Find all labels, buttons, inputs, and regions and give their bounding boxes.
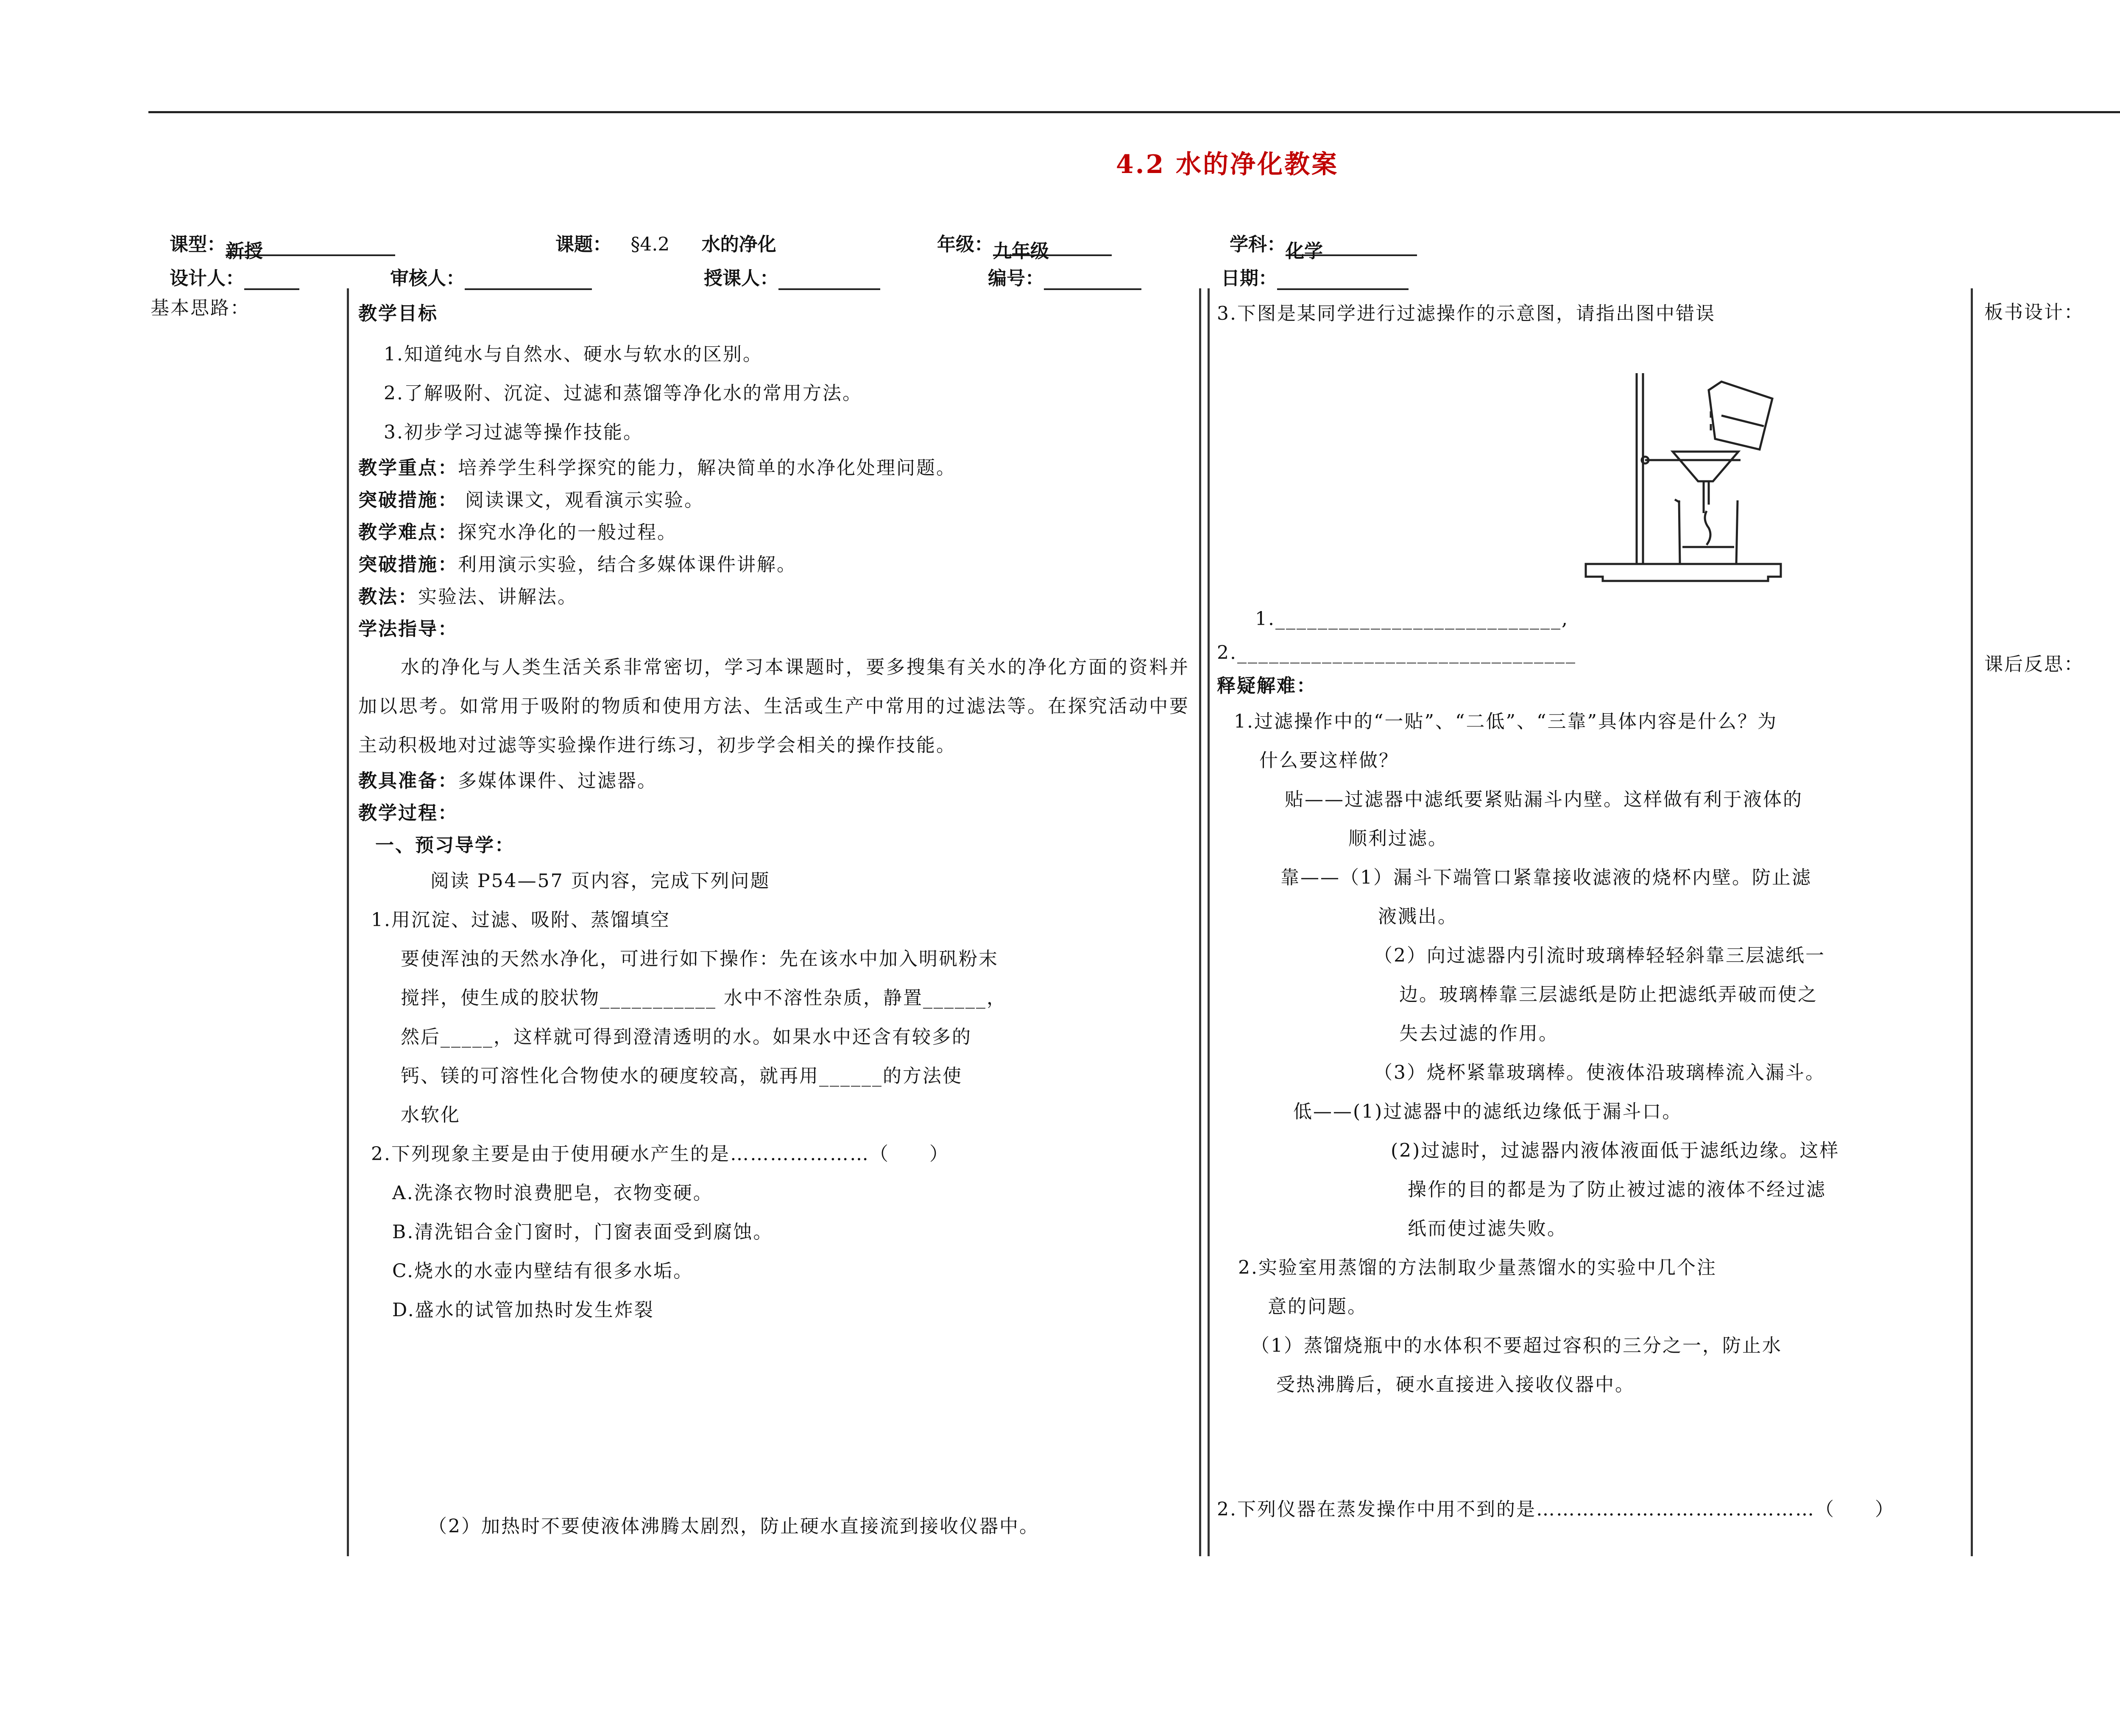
question-3: 3.下图是某同学进行过滤操作的示意图，请指出图中错误 xyxy=(1217,303,1716,324)
date-label: 日期： xyxy=(1221,268,1277,289)
filtration-diagram xyxy=(1569,365,1806,602)
kao-line: 边。玻璃棒靠三层滤纸是防止把滤纸弄破而使之 xyxy=(1399,984,1818,1005)
explain-1 xyxy=(1217,702,1963,780)
reviewer-field xyxy=(390,263,592,290)
explain-2-line: 意的问题。 xyxy=(1268,1296,1367,1317)
key-text: 培养学生科学探究的能力，解决简单的水净化处理问题。 xyxy=(458,457,956,479)
goal-item: 1.知道纯水与自然水、硬水与软水的区别。 xyxy=(384,343,763,365)
explain-2-line: 受热沸腾后，硬水直接进入接收仪器中。 xyxy=(1276,1374,1635,1395)
q1-line: 要使浑浊的天然水净化，可进行如下操作：先在该水中加入明矾粉末 xyxy=(401,948,999,970)
grade-field xyxy=(937,229,1112,262)
glass-rod-curve xyxy=(1705,511,1710,545)
tools xyxy=(358,765,1189,797)
designer-field xyxy=(170,263,299,290)
reflection-label: 课后反思： xyxy=(1984,653,2084,675)
bottom-note-text: （2）加热时不要使液体沸腾太剧烈，防止硬水直接流到接收仪器中。 xyxy=(428,1516,1039,1537)
key-label: 教学重点： xyxy=(358,457,458,479)
column-2-lower xyxy=(1217,636,1963,1404)
tools-text: 多媒体课件、过滤器。 xyxy=(458,770,657,792)
tie-block xyxy=(1217,780,1963,858)
di-block xyxy=(1217,1092,1963,1248)
grade-value: 九年级 xyxy=(993,240,1049,262)
kao-line: 失去过滤的作用。 xyxy=(1399,1023,1559,1044)
explain-2 xyxy=(1217,1248,1963,1404)
measure2-label: 突破措施： xyxy=(358,554,458,575)
measure2-text: 利用演示实验，结合多媒体课件讲解。 xyxy=(458,554,797,575)
subject-label: 学科： xyxy=(1230,234,1286,255)
goals-list xyxy=(358,335,1189,452)
option-item: A.洗涤衣物时浪费肥皂，衣物变硬。 xyxy=(392,1182,713,1204)
goal-item: 2.了解吸附、沉淀、过滤和蒸馏等净化水的常用方法。 xyxy=(384,382,862,404)
difficulty-label: 教学难点： xyxy=(358,522,458,543)
goals-heading: 教学目标 xyxy=(358,303,438,324)
blank-1-text: 1.___________________________, xyxy=(1255,608,1569,630)
di-line: (2)过滤时，过滤器内液体液面低于滤纸边缘。这样 xyxy=(1391,1140,1840,1161)
di-line: 操作的目的都是为了防止被过滤的液体不经过滤 xyxy=(1408,1179,1826,1200)
kao-line: （2）向过滤器内引流时玻璃棒轻轻斜靠三层滤纸一 xyxy=(1374,945,1825,966)
method-text: 实验法、讲解法。 xyxy=(418,586,577,608)
teacher-field xyxy=(704,263,880,290)
option-item: B.清洗铝合金门窗时，门窗表面受到腐蚀。 xyxy=(392,1221,773,1243)
tools-label: 教具准备： xyxy=(358,770,458,792)
explain-heading: 释疑解难： xyxy=(1217,675,1317,697)
kao-block xyxy=(1217,858,1963,1092)
q1-line: 然后_____，这样就可得到澄清透明的水。如果水中还含有较多的 xyxy=(401,1026,972,1048)
tie-line: 贴——过滤器中滤纸要紧贴漏斗内壁。这样做有利于液体的 xyxy=(1285,789,1803,810)
last-question xyxy=(1217,1493,1895,1527)
di-line: 低——(1)过滤器中的滤纸边缘低于漏斗口。 xyxy=(1293,1101,1682,1122)
reviewer-label: 审核人： xyxy=(390,268,465,289)
last-question-text: 2.下列仪器在蒸发操作中用不到的是……………………………………（ ） xyxy=(1217,1499,1895,1520)
kao-line: 液溅出。 xyxy=(1378,906,1458,927)
number-field xyxy=(988,263,1141,290)
question-2: 2.下列现象主要是由于使用硬水产生的是…………………（ ） xyxy=(371,1143,949,1165)
column-rule-3 xyxy=(1971,288,1973,1556)
grade-label: 年级： xyxy=(937,234,993,255)
q1-line: 钙、镁的可溶性化合物使水的硬度较高，就再用______的方法使 xyxy=(401,1065,962,1087)
column-rule-1 xyxy=(347,288,349,1556)
stand-base-shape xyxy=(1586,564,1781,581)
study-label: 学法指导： xyxy=(358,618,458,640)
explain-1-line: 1.过滤操作中的“一贴”、“二低”、“三靠”具体内容是什么？为 xyxy=(1234,711,1777,732)
tie-line: 顺利过滤。 xyxy=(1348,828,1448,849)
basic-idea-label: 基本思路： xyxy=(151,297,250,319)
designer-label: 设计人： xyxy=(170,268,244,289)
lesson-type-value: 新授 xyxy=(226,240,263,262)
teacher-label: 授课人： xyxy=(704,268,778,289)
column-2 xyxy=(1217,297,1963,331)
study-text: 水的净化与人类生活关系非常密切，学习本课题时，要多搜集有关水的净化方面的资料并加以思考。如常用于吸附的物质和使用方法、生活或生产中常用的过滤法等。在探究活动中要主动积极地对过滤等实验操作进行练习，初步学会相关的操作技能。 xyxy=(358,656,1189,756)
pour-liquid-level xyxy=(1721,416,1764,426)
option-item: D.盛水的试管加热时发生炸裂 xyxy=(392,1299,654,1321)
q1-line: 搅拌，使生成的胶状物___________ 水中不溶性杂质，静置______， xyxy=(401,987,1007,1009)
column-1 xyxy=(358,297,1189,1330)
header-rule xyxy=(148,111,2120,113)
blank-1 xyxy=(1255,602,1569,636)
preview-heading: 一、预习导学： xyxy=(375,835,515,856)
goal-item: 3.初步学习过滤等操作技能。 xyxy=(384,421,643,443)
blank-2-text: 2.________________________________ xyxy=(1217,642,1576,664)
question-1-body xyxy=(358,940,1189,1135)
measure-2 xyxy=(358,549,1189,581)
difficulty-point xyxy=(358,516,1189,549)
explain-1-line: 什么要这样做？ xyxy=(1259,750,1399,771)
teaching-method xyxy=(358,581,1189,613)
measure-1 xyxy=(358,484,1189,516)
number-label: 编号： xyxy=(988,268,1044,289)
difficulty-text: 探究水净化的一般过程。 xyxy=(458,522,677,543)
option-item: C.烧水的水壶内壁结有很多水垢。 xyxy=(392,1260,694,1282)
kao-line: （3）烧杯紧靠玻璃棒。使液体沿玻璃棒流入漏斗。 xyxy=(1374,1062,1825,1083)
pouring-beaker xyxy=(1709,382,1772,449)
kao-line: 靠——（1）漏斗下端管口紧靠接收滤液的烧杯内壁。防止滤 xyxy=(1280,867,1812,888)
date-field xyxy=(1221,263,1409,290)
funnel-shape xyxy=(1673,452,1738,481)
method-label: 教法： xyxy=(358,586,418,608)
explain-2-line: （1）蒸馏烧瓶中的水体积不要超过容积的三分之一，防止水 xyxy=(1251,1335,1782,1356)
topic-field xyxy=(555,229,776,256)
read-task: 阅读 P54—57 页内容，完成下列问题 xyxy=(430,870,770,892)
topic-code: §4.2 xyxy=(630,234,670,255)
question-1: 1.用沉淀、过滤、吸附、蒸馏填空 xyxy=(371,909,670,931)
measure1-label: 突破措施： xyxy=(358,489,458,511)
question-2-options xyxy=(358,1174,1189,1330)
beaker-below xyxy=(1679,500,1738,564)
key-point xyxy=(358,452,1189,484)
measure1-text: 阅读课文，观看演示实验。 xyxy=(458,489,704,511)
explain-2-line: 2.实验室用蒸馏的方法制取少量蒸馏水的实验中几个注 xyxy=(1238,1257,1717,1278)
topic-label: 课题： xyxy=(555,234,611,255)
topic-value: 水的净化 xyxy=(701,234,776,255)
lesson-type-field xyxy=(170,229,395,262)
q1-line: 水软化 xyxy=(401,1104,460,1126)
beaker-lip xyxy=(1675,500,1680,502)
column-rule-2 xyxy=(1199,288,1201,1556)
subject-value: 化学 xyxy=(1286,240,1323,262)
board-design-label: 板书设计： xyxy=(1984,301,2084,323)
document-title: 4.2 水的净化教案 xyxy=(1116,150,1339,179)
process-label: 教学过程： xyxy=(358,802,458,824)
lesson-type-label: 课型： xyxy=(170,234,226,255)
subject-field xyxy=(1230,229,1417,262)
di-line: 纸而使过滤失败。 xyxy=(1408,1218,1567,1239)
bottom-note xyxy=(428,1510,1039,1543)
column-rule-2b xyxy=(1208,288,1210,1556)
